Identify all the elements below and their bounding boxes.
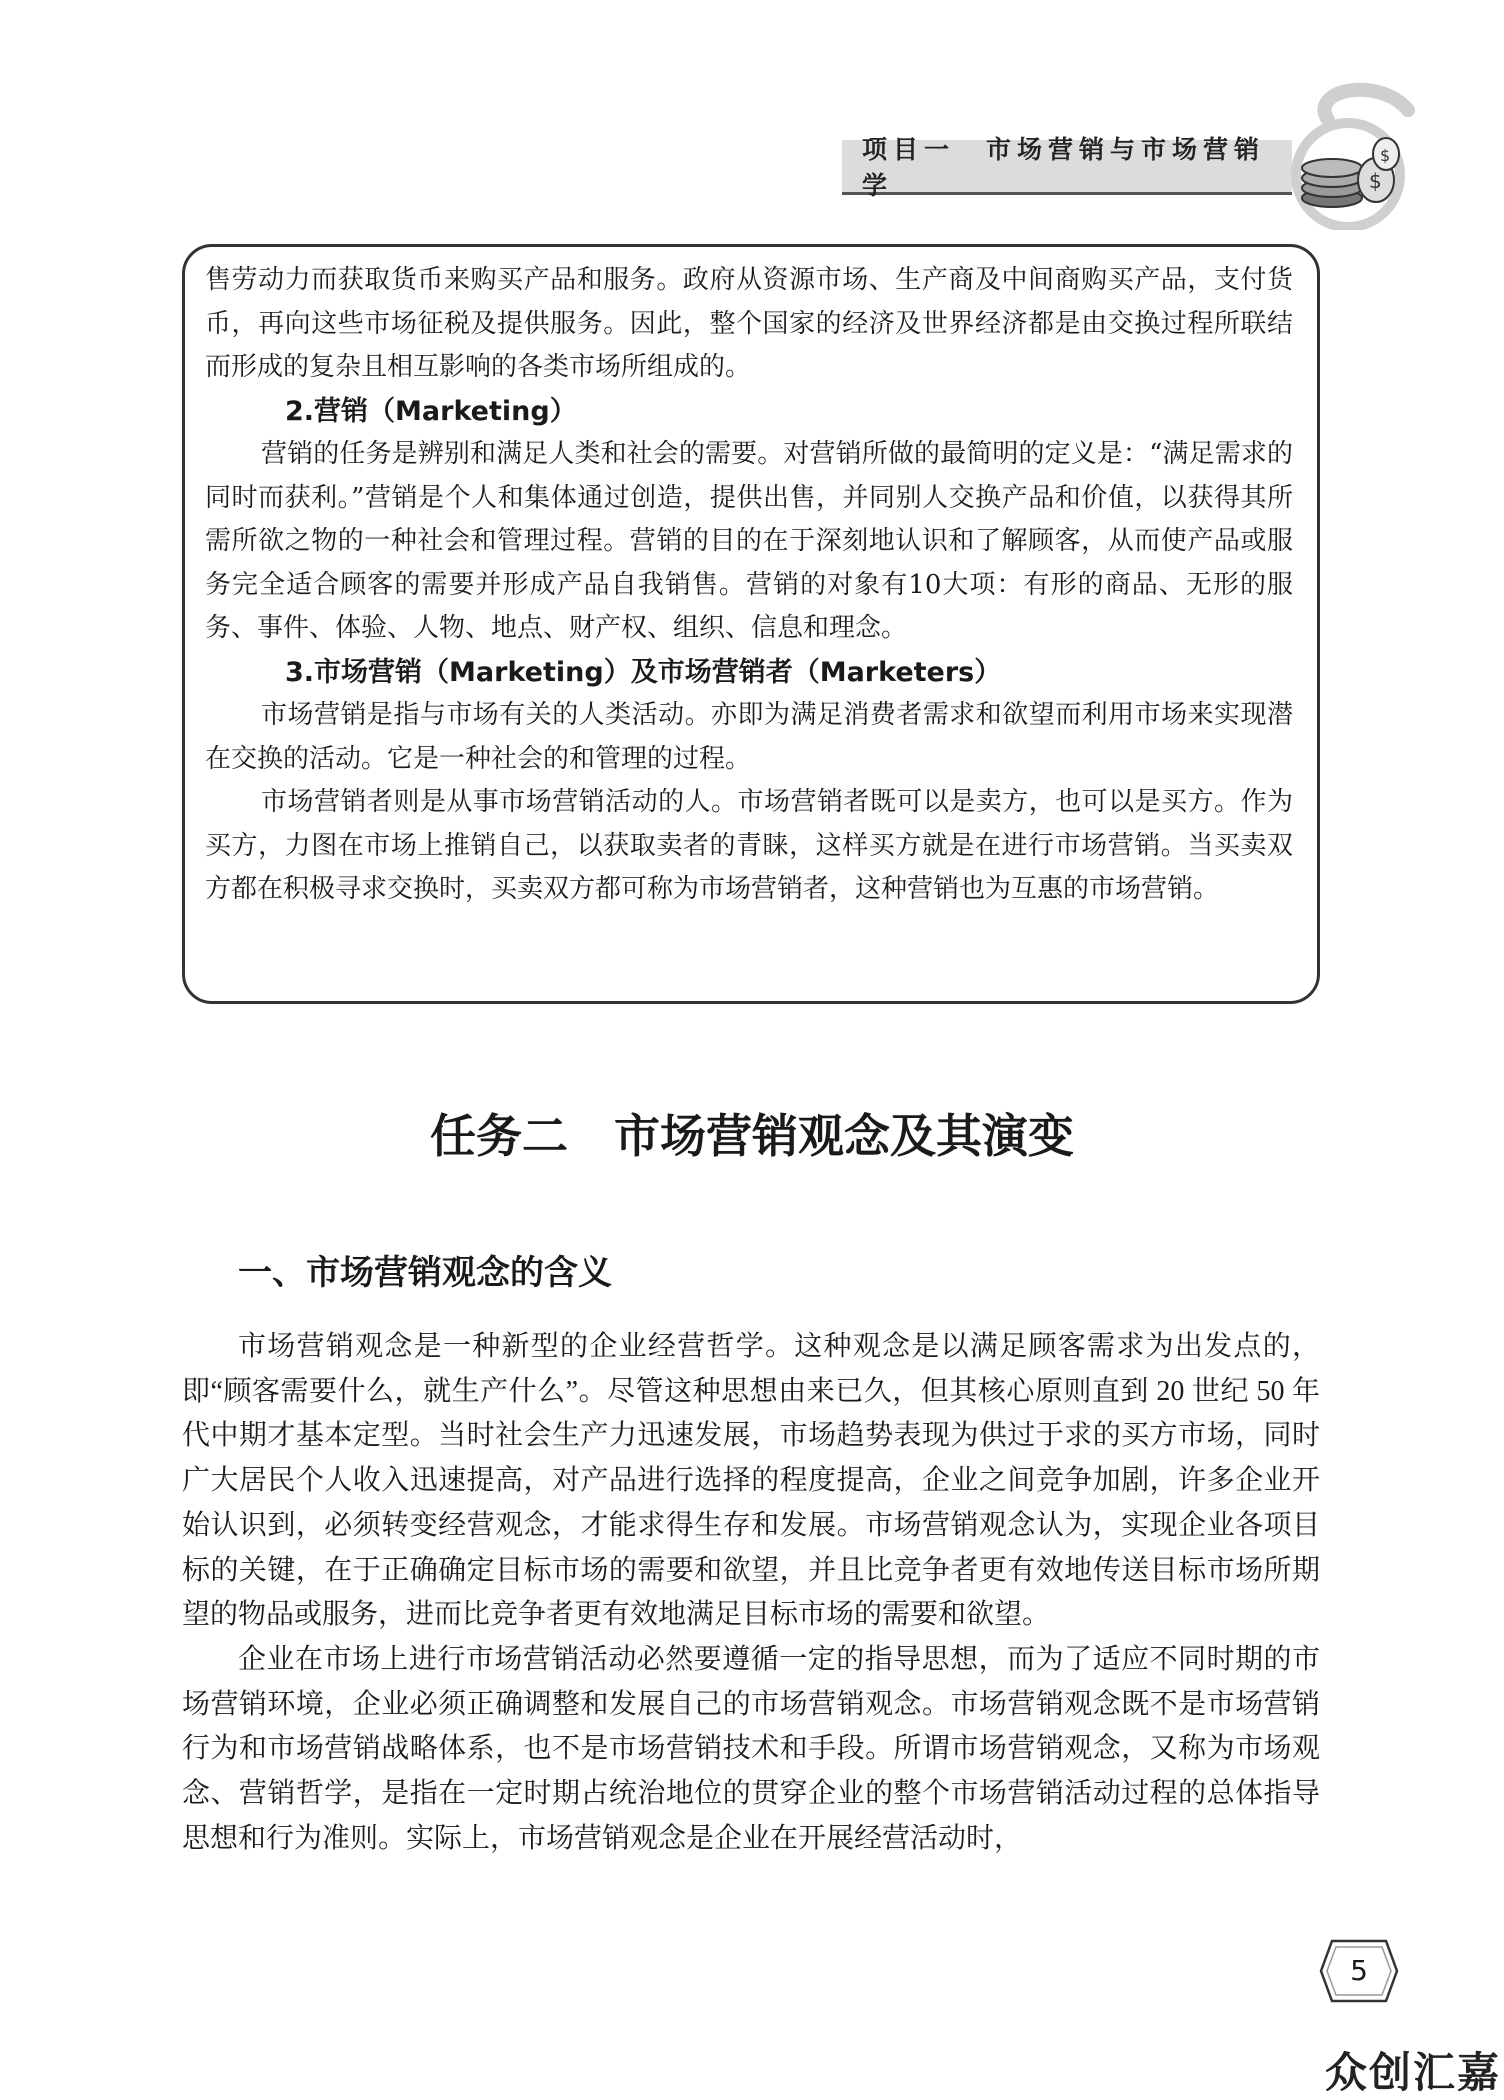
running-title: 项目一 市场营销与市场营销学 xyxy=(862,135,1266,200)
body-paragraph-1: 市场营销观念是一种新型的企业经营哲学。这种观念是以满足顾客需求为出发点的，即“顾客需要什么，就生产什么”。尽管这种思想由来已久，但其核心原则直到 20 世纪 50 年代中期才基本定型。当时社会生产力迅速发展，市场趋势表现为供过于求的买方市场，同时广大居民个人收入迅速提高，对产品进行选择的程度提高，企业之间竞争加剧，许多企业开始认识到，必须转变经营观念，才能求得生存和发展。市场营销观念认为，实现企业各项目标的关键，在于正确确定目标市场的需要和欲望，并且比竞争者更有效地传送目标市场所期望的物品或服务，进而比竞争者更有效地满足目标市场的需要和欲望。 xyxy=(182,1331,1320,1631)
box-paragraph-1: 售劳动力而获取货币来购买产品和服务。政府从资源市场、生产商及中间商购买产品，支付货币，再向这些市场征税及提供服务。因此，整个国家的经济及世界经济都是由交换过程所联结而形成的复杂且相互影响的各类市场所组成的。 xyxy=(205,265,1293,382)
box-paragraph-2: 营销的任务是辨别和满足人类和社会的需要。对营销所做的最简明的定义是：“满足需求的同时而获利。”营销是个人和集体通过创造，提供出售，并同别人交换产品和价值，以获得其所需所欲之物的一种社会和管理过程。营销的目的在于深刻地认识和了解顾客，从而使产品或服务完全适合顾客的需要并形成产品自我销售。营销的对象有10大项：有形的商品、无形的服务、事件、体验、人物、地点、财产权、组织、信息和理念。 xyxy=(205,439,1293,643)
coins-logo-icon xyxy=(1268,80,1428,230)
page-number-badge xyxy=(1318,1938,1400,2004)
svg-text:$: $ xyxy=(1380,146,1391,165)
running-header xyxy=(842,135,1292,200)
definition-box xyxy=(182,244,1320,1004)
box-heading-marketing: 2.营销（Marketing） xyxy=(285,395,577,427)
body-paragraph-2: 企业在市场上进行市场营销活动必然要遵循一定的指导思想，而为了适应不同时期的市场营销环境，企业必须正确调整和发展自己的市场营销观念。市场营销观念既不是市场营销行为和市场营销战略体系，也不是市场营销技术和手段。所谓市场营销观念，又称为市场观念、营销哲学，是指在一定时期占统治地位的贯穿企业的整个市场营销活动过程的总体指导思想和行为准则。实际上，市场营销观念是企业在开展经营活动时， xyxy=(182,1643,1320,1854)
box-paragraph-4: 市场营销者则是从事市场营销活动的人。市场营销者既可以是卖方，也可以是买方。作为买方，力图在市场上推销自己，以获取卖者的青睐，这样买方就是在进行市场营销。当买卖双方都在积极寻求交换时，买卖双方都可称为市场营销者，这种营销也为互惠的市场营销。 xyxy=(205,787,1293,904)
box-paragraph-3: 市场营销是指与市场有关的人类活动。亦即为满足消费者需求和欲望而利用市场来实现潜在交换的活动。它是一种社会的和管理的过程。 xyxy=(205,700,1293,774)
svg-text:$: $ xyxy=(1369,169,1382,193)
task-title: 任务二 市场营销观念及其演变 xyxy=(430,1109,1074,1163)
page-number: 5 xyxy=(1350,1954,1368,1987)
body-text xyxy=(182,1325,1320,1861)
section-title: 一、市场营销观念的含义 xyxy=(238,1253,612,1293)
watermark: 众创汇嘉 xyxy=(1325,2048,1502,2097)
box-heading-marketers: 3.市场营销（Marketing）及市场营销者（Marketers） xyxy=(285,656,1002,688)
